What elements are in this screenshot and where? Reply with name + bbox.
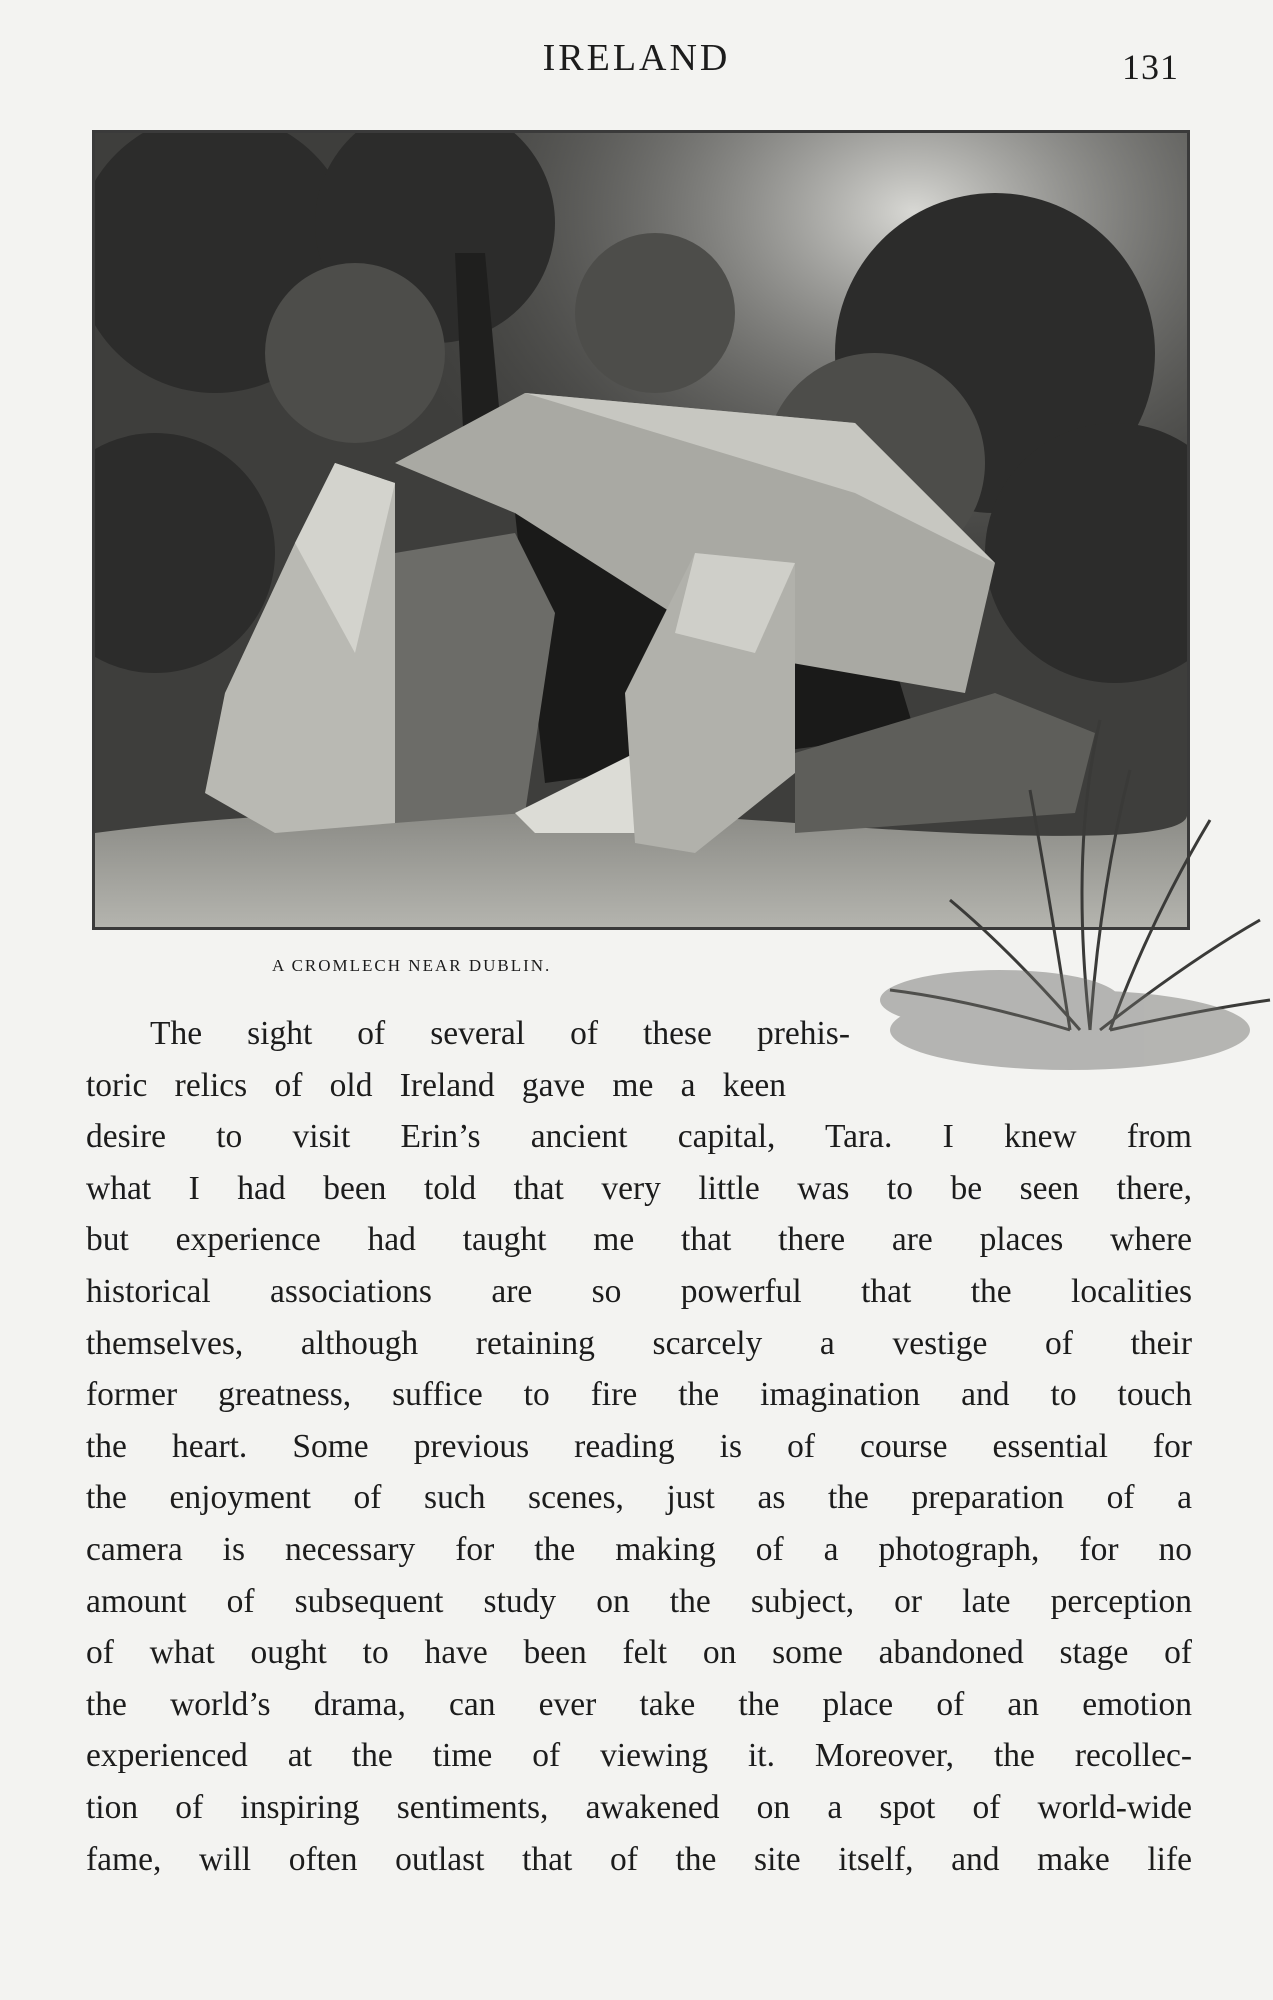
- text-line: of what ought to have been felt on some abandoned stage of: [86, 1634, 1192, 1672]
- text-line: fame, will often outlast that of the site itself, and make life: [86, 1840, 1192, 1878]
- text-line: the world’s drama, can ever take the place of an emotion: [86, 1685, 1192, 1723]
- text-line: desire to visit Erin’s ancient capital, Tara. I knew from: [86, 1118, 1192, 1156]
- text-line: amount of subsequent study on the subject, or late perception: [86, 1582, 1192, 1620]
- figure-caption: A CROMLECH NEAR DUBLIN.: [272, 956, 552, 975]
- text-line: toric relics of old Ireland gave me a keen: [86, 1066, 786, 1104]
- text-line: themselves, although retaining scarcely a vestige of their: [86, 1324, 1192, 1362]
- text-line: experienced at the time of viewing it. Moreover, the recollec-: [86, 1737, 1192, 1775]
- page-number: 131: [1122, 47, 1179, 87]
- text-line: former greatness, suffice to fire the imagination and to touch: [86, 1376, 1192, 1414]
- text-line: historical associations are so powerful that the localities: [86, 1272, 1192, 1310]
- running-head: IRELAND: [542, 37, 731, 79]
- text-line: the enjoyment of such scenes, just as the preparation of a: [86, 1479, 1192, 1517]
- body-paragraph: [86, 1008, 1192, 1885]
- text-line: the heart. Some previous reading is of course essential for: [86, 1427, 1192, 1465]
- text-line: camera is necessary for the making of a photograph, for no: [86, 1530, 1192, 1568]
- text-line: what I had been told that very little was to be seen there,: [86, 1169, 1192, 1207]
- text-line: The sight of several of these prehis-: [150, 1015, 850, 1052]
- text-line: tion of inspiring sentiments, awakened on a spot of world-wide: [86, 1788, 1192, 1826]
- text-line: but experience had taught me that there are places where: [86, 1221, 1192, 1259]
